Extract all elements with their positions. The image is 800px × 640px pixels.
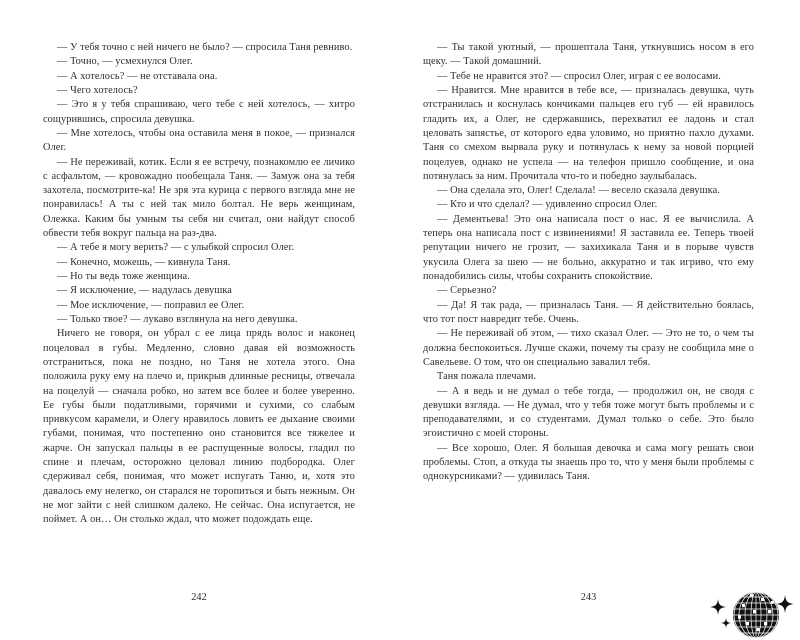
page-number-right: 243 xyxy=(580,592,597,603)
paragraph: — Тебе не нравится это? — спросил Олег, играя с ее волосами. xyxy=(437,70,721,82)
paragraph: — Мне хотелось, чтобы она оставила меня в покое, — признался Олег. xyxy=(43,127,355,154)
paragraph: — Серьезно? xyxy=(437,285,497,297)
page-right-text xyxy=(423,41,754,485)
paragraph: — Конечно, можешь, — кивнула Таня. xyxy=(57,256,231,268)
paragraph: — Но ты ведь тоже женщина. xyxy=(57,271,190,282)
page-number-left: 242 xyxy=(191,592,207,603)
disco-ball-icon xyxy=(698,584,794,640)
paragraph: Таня пожала плечами. xyxy=(437,371,537,383)
paragraph: — Точно, — усмехнулся Олег. xyxy=(57,56,193,68)
paragraph: — Нравится. Мне нравится в тебе все, — призналась девушка, чуть отстранилась и коснулась кончиками пальцев его губ — ей нравилось гладить их, а Олег, не сдержавшись, перехватил ее ладонь и стал целовать запястье, от которого едва уловимо, но приятно пахло духами. Таня со смехом вырвала руку и потянулась к нему за новой порцией поцелуев, однако не успела — на телефон пришло сообщение, и она потянулась за ним. Прочитала что-то и победно заулыбалась. xyxy=(423,84,754,182)
paragraph: — Мое исключение, — поправил ее Олег. xyxy=(57,299,245,311)
paragraph: — Я исключение, — надулась девушка xyxy=(57,285,232,297)
page-left xyxy=(43,41,355,603)
paragraph: — У тебя точно с ней ничего не было? — спросила Таня ревниво. xyxy=(57,42,353,53)
paragraph: — Дементьева! Это она написала пост о нас. Я ее вычислила. А теперь она написала пост с извинениями! Я заставила ее. Теперь твоей репутации ничего не грозит, — захихикала Таня и в порыве чувств укусила Олега за шею — не больно, аккуратно и так игриво, что ему понадобились силы, чтобы сохранить спокойствие. xyxy=(423,213,754,282)
paragraph: — Кто и что сделал? — удивленно спросил Олег. xyxy=(437,199,658,211)
paragraph: — Да! Я так рада, — призналась Таня. — Я действительно боялась, что тот пост навредит тебе. Очень. xyxy=(423,299,754,325)
paragraph: Ничего не говоря, он убрал с ее лица прядь волос и наконец поцеловал в губы. Медленно, словно давая ей возможность отстраниться, пока не поздно, но Таня не хотела этого. Она положила руку ему на плечо и, прикрыв длинные ресницы, отвечала на поцелуй — сначала робко, но затем все более и более уверенно. Ее губы были податливыми, горячими и сухими, со слабым привкусом карамели, и Олегу нравилось ловить ее дыхание своими губами, понимая, что постепенно оно становится все тяжелее и жарче. Он запускал пальцы в ее распущенные волосы, гладил по спине и плечам, осторожно целовал линию подбородка. Олег сдерживал себя, понимая, что может испугать Таню, и, хотя это давалось ему нелегко, он старался не торопиться и быть нежным. Он не мог зайти с ней слишком далеко. Не сейчас. Она испугается, не поймет. А он… Он столько ждал, что может подождать еще. xyxy=(43,328,355,526)
paragraph: — Все хорошо, Олег. Я большая девочка и сама могу решать свои проблемы. Стоп, а откуда ты знаешь про то, что у меня были проблемы с однокурсниками? — удивилась Таня. xyxy=(423,442,754,483)
paragraph: — Не переживай, котик. Если я ее встречу, познакомлю ее личико с асфальтом, — кровожадно пообещала Таня. — Замуж она за тебя захотела, посмотрите-ка! Не зря эта курица с первого взгляда мне не понравилась! А ты с ней так мило болтал. Не верь женщинам, Олежка. Каким бы умным ты себя ни считал, они найдут способ обвести тебя вокруг пальца на раз-два. xyxy=(43,156,355,240)
page-left-text xyxy=(43,41,355,528)
paragraph: — А хотелось? — не отставала она. xyxy=(57,70,218,82)
paragraph: — А тебе я могу верить? — с улыбкой спросил Олег. xyxy=(57,242,295,254)
paragraph: — Не переживай об этом, — тихо сказал Олег. — Это не то, о чем ты должна беспокоиться. Лучше скажи, почему ты сразу не сообщила мне о Савельеве. О том, что он специально завалил тебя. xyxy=(423,328,754,368)
page-right xyxy=(423,41,754,603)
paragraph: — Она сделала это, Олег! Сделала! — весело сказала девушка. xyxy=(437,185,720,197)
paragraph: — Только твое? — лукаво взглянула на него девушка. xyxy=(57,313,298,325)
paragraph: — Это я у тебя спрашиваю, чего тебе с ней хотелось, — хитро сощурившись, спросила девушка. xyxy=(43,99,355,125)
paragraph: — А я ведь и не думал о тебе тогда, — продолжил он, не сводя с девушки взгляда. — Не думал, что у тебя тоже могут быть проблемы и с преподавателями, и со студентами. Думал только о себе. Это было эгоистично с моей стороны. xyxy=(423,385,754,440)
paragraph: — Ты такой уютный, — прошептала Таня, уткнувшись носом в его щеку. — Такой домашний. xyxy=(423,42,754,68)
paragraph: — Чего хотелось? xyxy=(57,84,138,96)
